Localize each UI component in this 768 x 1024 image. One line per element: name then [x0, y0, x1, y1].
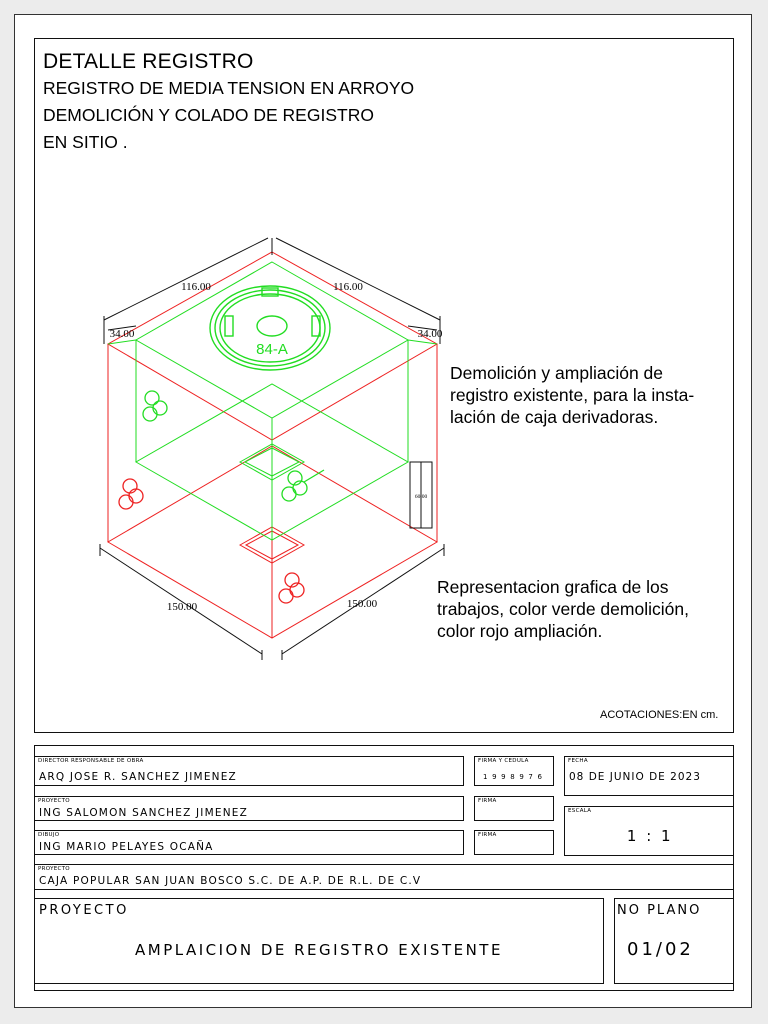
firma2-cell: [474, 830, 554, 855]
plano-label: NO PLANO: [617, 903, 702, 918]
escala-cell: [564, 806, 734, 856]
project-cell: [34, 898, 604, 984]
director-value: ARQ JOSE R. SANCHEZ JIMENEZ: [39, 771, 237, 783]
note-representation: [437, 576, 689, 642]
dibujo-cell: [34, 830, 464, 855]
fecha-label: FECHA: [568, 758, 588, 764]
client-value: CAJA POPULAR SAN JUAN BOSCO S.C. DE A.P. DE R.L. DE C.V: [39, 875, 422, 887]
dim-height: 60.00: [414, 494, 428, 500]
dim-top-left: 116.00: [181, 281, 211, 293]
dibujo-value: ING MARIO PELAYES OCAÑA: [39, 841, 214, 853]
plano-value: 01/02: [627, 939, 694, 960]
project-value: AMPLAICION DE REGISTRO EXISTENTE: [135, 941, 503, 959]
firma2-label: FIRMA: [478, 832, 497, 838]
note-line: trabajos, color verde demolición,: [437, 599, 689, 619]
director-cell: [34, 756, 464, 786]
firma1-label: FIRMA: [478, 798, 497, 804]
cedula-cell: [474, 756, 554, 786]
units-note: ACOTACIONES:EN cm.: [600, 709, 719, 721]
drawing-subtitle-1: REGISTRO DE MEDIA TENSION EN ARROYO: [43, 78, 415, 98]
conduit-symbol-red-bottom: [279, 573, 304, 603]
dim-top-right: 116.00: [333, 281, 363, 293]
fecha-value: 08 DE JUNIO DE 2023: [569, 771, 701, 783]
note-line: lación de caja derivadoras.: [450, 407, 659, 427]
note-line: Representacion grafica de los: [437, 577, 669, 597]
firma1-cell: [474, 796, 554, 821]
dim-bottom-right: 150.00: [346, 598, 378, 610]
project-label: PROYECTO: [39, 903, 129, 918]
client-label: PROYECTO: [38, 866, 70, 872]
escala-value: 1 : 1: [626, 827, 674, 845]
note-line: registro existente, para la insta-: [450, 385, 695, 405]
lid-label: 84-A: [256, 341, 288, 358]
fecha-cell: [564, 756, 734, 796]
cedula-value: 1 9 9 8 9 7 6: [483, 773, 544, 781]
conduit-symbol-red-left: [119, 479, 143, 509]
proyecto-person-cell: [34, 796, 464, 821]
dim-side-right: 34.00: [417, 328, 443, 340]
dim-bottom-left: 150.00: [166, 601, 198, 613]
dibujo-label: DIBUJO: [38, 832, 60, 838]
proyecto-person-value: ING SALOMON SANCHEZ JIMENEZ: [39, 807, 248, 819]
director-label: DIRECTOR RESPONSABLE DE OBRA: [38, 758, 144, 764]
note-line: Demolición y ampliación de: [450, 363, 664, 383]
dim-side-left: 34.00: [109, 328, 135, 340]
drawing-title: DETALLE REGISTRO: [43, 50, 254, 73]
drawing-subtitle-3: EN SITIO .: [43, 132, 128, 152]
firma-cedula-label: FIRMA Y CEDULA: [478, 758, 529, 764]
plano-cell: [614, 898, 734, 984]
proyecto-person-label: PROYECTO: [38, 798, 70, 804]
note-demolition: [450, 362, 694, 428]
note-line: color rojo ampliación.: [437, 621, 603, 641]
client-cell: [34, 864, 734, 890]
drawing-subtitle-2: DEMOLICIÓN Y COLADO DE REGISTRO: [43, 105, 374, 125]
conduit-symbol-green-left: [143, 391, 167, 421]
conduit-symbol-green-center: [282, 470, 324, 501]
escala-label: ESCALA: [568, 808, 592, 814]
